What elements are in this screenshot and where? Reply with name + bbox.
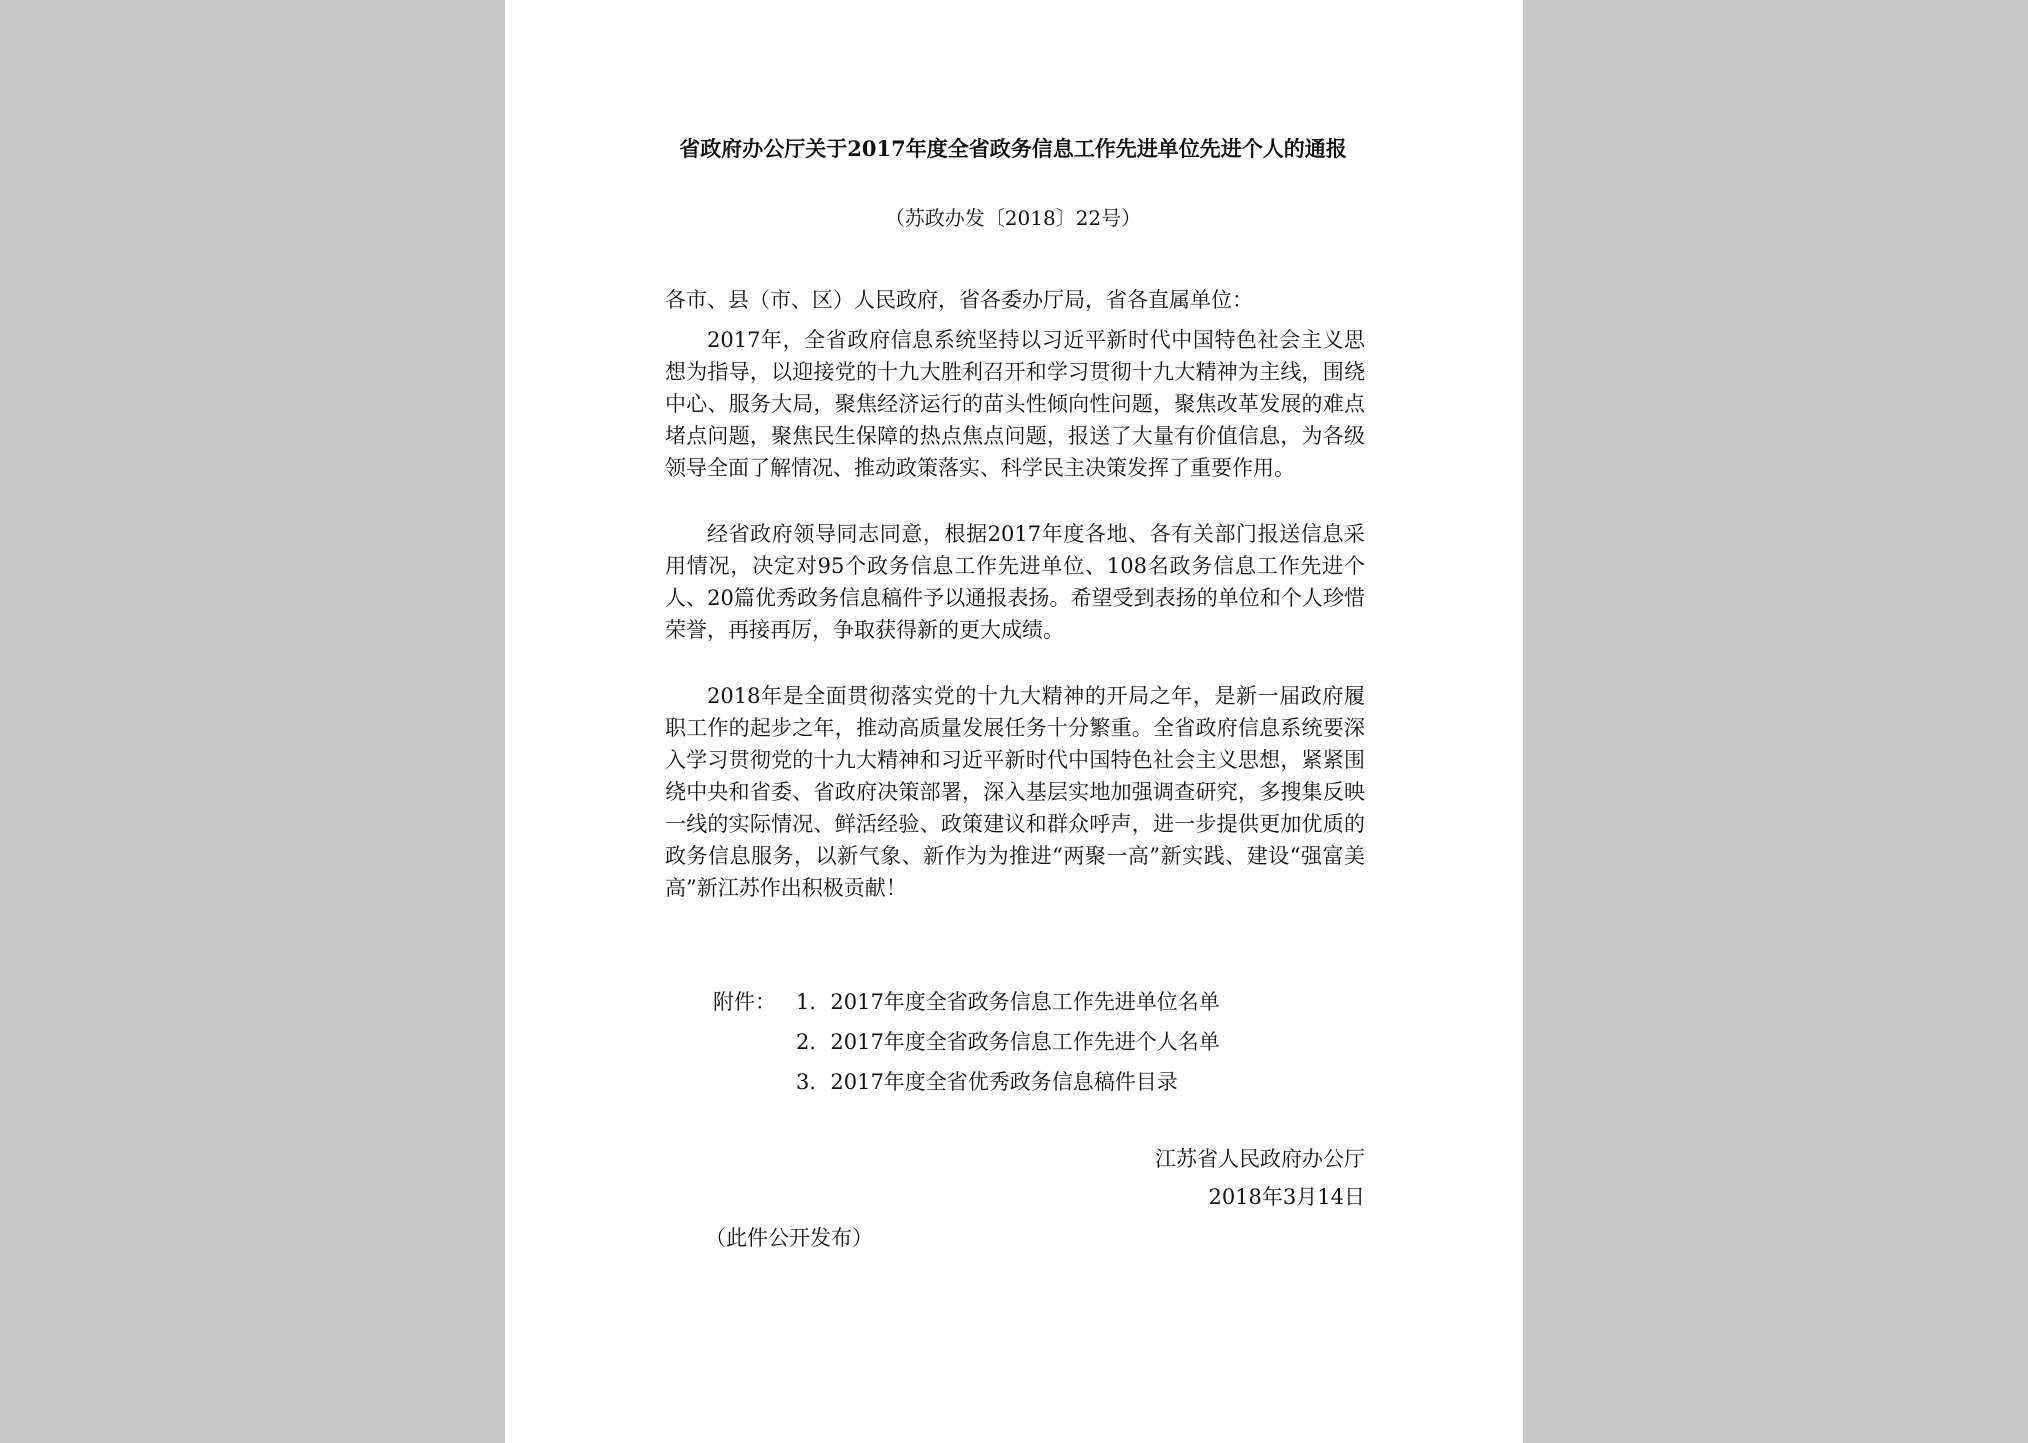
document-number: （苏政办发〔2018〕22号） (884, 206, 1142, 230)
body-paragraph: 2018年是全面贯彻落实党的十九大精神的开局之年，是新一届政府履职工作的起步之年，推动高质量发展任务十分繁重。全省政府信息系统要深入学习贯彻党的十九大精神和习近平新时代中国特色社会主义思想，紧紧围绕中央和省委、省政府决策部署，深入基层实地加强调查研究，多搜集反映一线的实际情况、鲜活经验、政策建议和群众呼声，进一步提供更加优质的政务信息服务，以新气象、新作为为推进“两聚一高”新实践、建设“强富美高”新江苏作出积极贡献！ (665, 684, 1365, 900)
document-title: 省政府办公厅关于2017年度全省政务信息工作先进单位先进个人的通报 (679, 136, 1347, 161)
attachment-text: 1．2017年度全省政务信息工作先进单位名单 (796, 990, 1220, 1014)
body-paragraph: 经省政府领导同志同意，根据2017年度各地、各有关部门报送信息采用情况，决定对95个政务信息工作先进单位、108名政务信息工作先进个人、20篇优秀政务信息稿件予以通报表扬。希望受到表扬的单位和个人珍惜荣誉，再接再厉，争取获得新的更大成绩。 (665, 522, 1365, 642)
body-paragraph: 2017年，全省政府信息系统坚持以习近平新时代中国特色社会主义思想为指导，以迎接党的十九大胜利召开和学习贯彻十九大精神为主线，围绕中心、服务大局，聚焦经济运行的苗头性倾向性问题，聚焦改革发展的难点堵点问题，聚焦民生保障的热点焦点问题，报送了大量有价值信息，为各级领导全面了解情况、推动政策落实、科学民主决策发挥了重要作用。 (665, 328, 1365, 480)
attachment-label: 附件： (713, 990, 776, 1014)
attachment-item (713, 1062, 1353, 1102)
issuer-name: 江苏省人民政府办公厅 (1155, 1147, 1365, 1171)
issue-date: 2018年3月14日 (1208, 1185, 1365, 1209)
attachment-item (713, 1022, 1353, 1062)
attachment-list (713, 982, 1353, 1102)
attachment-item (713, 982, 1353, 1022)
attachment-text: 2．2017年度全省政务信息工作先进个人名单 (796, 1030, 1220, 1054)
salutation: 各市、县（市、区）人民政府，省各委办厅局，省各直属单位： (665, 288, 1253, 312)
document-page (505, 0, 1523, 1443)
attachment-text: 3．2017年度全省优秀政务信息稿件目录 (796, 1070, 1178, 1094)
publish-note: （此件公开发布） (705, 1226, 873, 1250)
